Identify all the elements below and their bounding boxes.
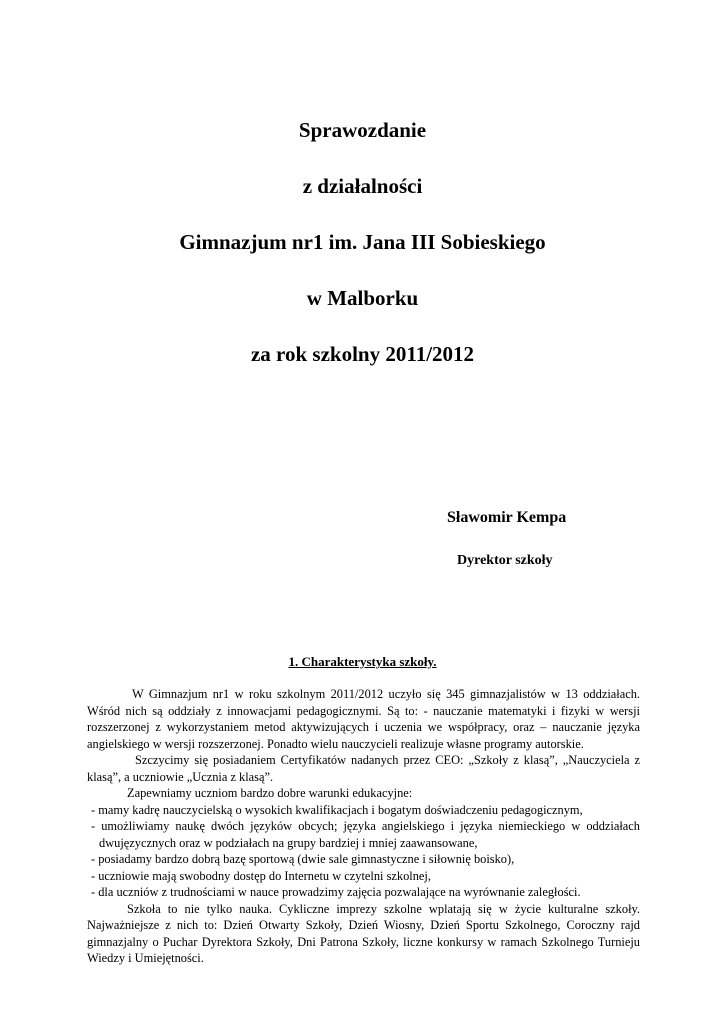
list-item: - dla uczniów z trudnościami w nauce prowadzimy zajęcia pozwalające na wyrównanie zaległości. [91, 885, 581, 899]
paragraph-certificates: Szczycimy się posiadaniem Certyfikatów nadanych przez CEO: „Szkoły z klasą”, „Nauczyciela z klasą”, a uczniowie „Ucznia z klasą”. [87, 753, 640, 784]
section-heading: 1. Charakterystyka szkoły. [288, 654, 437, 669]
title-line-school-name: Gimnazjum nr1 im. Jana III Sobieskiego [179, 230, 546, 254]
list-item: - uczniowie mają swobodny dostęp do Internetu w czytelni szkolnej, [91, 868, 431, 883]
paragraph-conditions-intro: Zapewniamy uczniom bardzo dobre warunki edukacyjne: [127, 786, 413, 800]
paragraph-school-overview: W Gimnazjum nr1 w roku szkolnym 2011/2012 uczyło się 345 gimnazjalistów w 13 oddziałach. Wśród nich są oddziały z innowacjami pedagogicznymi. Są to: - nauczanie matematyki i fizyki w wersji rozszerzonej z wykorzystaniem metod aktywizujących i uczenia we współpracy, oraz – nauczanie języka angielskiego w wersji rozszerzonej. Ponadto wielu nauczycieli realizuje własne programy autorskie. [87, 687, 640, 751]
author-name: Sławomir Kempa [447, 509, 567, 526]
list-item: - umożliwiamy naukę dwóch języków obcych; języka angielskiego i języka niemieckiego w oddziałach dwujęzycznych oraz w podziałach na grupy bardziej i mniej zaawansowane, [91, 819, 640, 850]
author-role: Dyrektor szkoły [457, 553, 553, 568]
title-line-city: w Malborku [306, 286, 419, 310]
list-item: - mamy kadrę nauczycielską o wysokich kwalifikacjach i bogatym doświadczeniu pedagogicznym, [91, 802, 583, 817]
section-body [87, 686, 640, 967]
title-line-school-year: za rok szkolny 2011/2012 [250, 342, 475, 366]
list-item: - posiadamy bardzo dobrą bazę sportową (dwie sale gimnastyczne i siłownię boisko), [91, 852, 515, 866]
paragraph-school-events: Szkoła to nie tylko nauka. Cykliczne imprezy szkolne wplatają się w życie kulturalne szkoły. Najważniejsze z nich to: Dzień Otwarty Szkoły, Dzień Wiosny, Dzień Sportu Szkolnego, Coroczny rajd gimnazjalny o Puchar Dyrektora Szkoły, Dni Patrona Szkoły, liczne konkursy w ramach Szkolnego Turnieju Wiedzy i Umiejętności. [87, 901, 640, 965]
title-line-activity: z działalności [302, 174, 423, 198]
title-line-report: Sprawozdanie [298, 118, 427, 142]
